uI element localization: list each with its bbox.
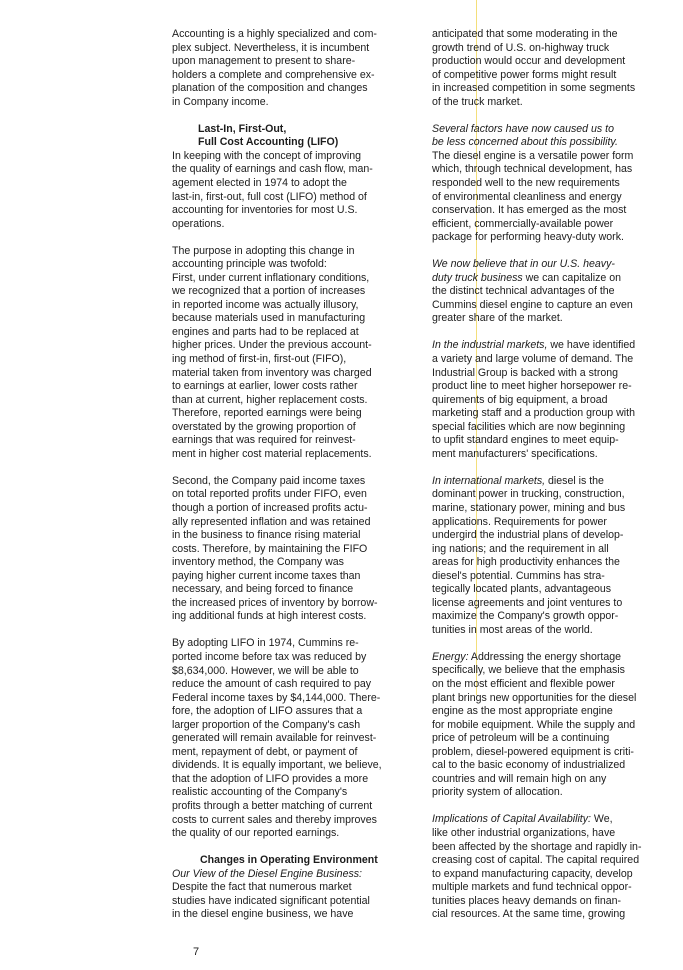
text-energy: Addressing the energy shortage specifically, we believe that the emphasis on the most efficient and flexible power plant brings new opportunities for the diesel engine as the most appropriate engine for mobile equipment. While the supply and price of petroleum will be a continuing problem, diesel-powered equipment is criti- cal to the basic economy of industrialized countries and will remain high on any priority system of allocation. — [432, 650, 637, 799]
text-capital-availability: We, like other industrial organizations, have been affected by the shortage and rapidly in- creasing cost of capital. The capital required to expand manufacturing capacity, develop multiple markets and fund technical oppor- tunities places heavy demands on finan- cial resources. At the same time, growing — [432, 813, 642, 921]
text-diesel-versatility: The diesel engine is a versatile power form which, through technical development, has responded well to the new requirements of environmental cleanliness and energy conservation. It has emerged as the most efficient, commercially-available power package for performing heavy-duty work. — [432, 149, 634, 244]
paragraph-industrial-markets — [432, 339, 665, 461]
italic-lead-international: In international markets, — [432, 474, 546, 487]
text-truck-business: we can capitalize on the distinct technical advantages of the Cummins diesel engine to capture an even greater share of the market. — [432, 271, 633, 325]
paragraph-diesel-versatility — [432, 123, 665, 245]
paragraph-international-markets — [432, 475, 665, 638]
italic-lead-industrial: In the industrial markets, — [432, 339, 548, 352]
italic-lead-capital: Implications of Capital Availability: — [432, 813, 591, 826]
subheading-diesel-view: Our View of the Diesel Engine Business: — [172, 867, 363, 880]
heading-lifo: Last-In, First-Out, Full Cost Accounting (LIFO) — [198, 122, 339, 149]
paragraph-accounting-intro: Accounting is a highly specialized and com- plex subject. Nevertheless, it is incumbent upon management to present to share- holders a complete and comprehensive ex- planation of the composition and changes in Company income. — [172, 28, 377, 108]
operating-environment-section — [172, 854, 404, 922]
right-column — [432, 28, 665, 935]
paragraph-truck-business — [432, 258, 665, 326]
italic-lead-truck: We now believe that in our U.S. heavy- duty truck business — [432, 258, 615, 284]
heading-operating-environment: Changes in Operating Environment — [200, 854, 378, 867]
page-number: 7 — [193, 946, 200, 958]
left-column — [172, 28, 404, 935]
paragraph-market-studies: Despite the fact that numerous market studies have indicated significant potential in the diesel engine business, we have — [172, 881, 370, 921]
italic-lead-factors: Several factors have now caused us to be less concerned about this possibility. — [432, 122, 618, 149]
paragraph-lifo-taxes: Second, the Company paid income taxes on total reported profits under FIFO, even though a portion of increased profits actu- ally represented inflation and was retained in the business to finance rising material costs. Therefore, by maintaining the FIFO inventory method, the Company was paying higher current income taxes than necessary, and being forced to finance the increased prices of inventory by borrow- ing additional funds at high interest costs. — [172, 474, 378, 623]
text-international-markets: diesel is the dominant power in trucking, construction, marine, stationary power, mining and bus applications. Requirements for power undergird the industrial plans of develop- ing nations; and the requirement in all areas for high productivity enhances the diesel's potential. Cummins has stra- tegically located plants, advantageous license agreements and joint ventures to maximize the Company's growth oppor- tunities in most areas of the world. — [432, 474, 626, 636]
paragraph-energy — [432, 651, 665, 800]
text-industrial-markets: we have identified a variety and large volume of demand. The Industrial Group is backed with a strong product line to meet higher horsepower re- quirements of big equipment, a broad marketing staff and a production group with special facilities which are now beginning to upfit standard engines to meet equip- ment manufacturers' specifications. — [432, 339, 636, 460]
paragraph-truck-trend: anticipated that some moderating in the growth trend of U.S. on-highway truck production would occur and development of competitive power forms might result in increased competition in some segments of the truck market. — [432, 28, 636, 108]
paragraph-lifo-effect: By adopting LIFO in 1974, Cummins re- ported income before tax was reduced by $8,634,000. However, we will be able to reduce the amount of cash required to pay Federal income taxes by $4,144,000. There- fore, the adoption of LIFO assures that a larger proportion of the Company's cash generated will remain available for reinvest- ment, repayment of debt, or payment of dividends. It is equally important, we believe, that the adoption of LIFO provides a more realistic accounting of the Company's profits through a better matching of current costs to current sales and thereby improves the quality of our reported earnings. — [172, 637, 382, 840]
paragraph-lifo-adoption: In keeping with the concept of improving the quality of earnings and cash flow, man- agement elected in 1974 to adopt the last-in, first-out, full cost (LIFO) method of accounting for inventories for most U.S. operations. — [172, 149, 373, 230]
paragraph-capital-availability — [432, 813, 665, 921]
italic-lead-energy: Energy: — [432, 650, 469, 663]
paragraph-lifo-purpose: The purpose in adopting this change in accounting principle was twofold: First, under current inflationary conditions, we recognized that a portion of increases in reported income was actually illusory, because materials used in manufacturing engines and parts had to be replaced at higher prices. Under the previous account- ing method of first-in, first-out (FIFO), material taken from inventory was charged to earnings at earlier, lower costs rather than at current, higher replacement costs. Therefore, reported earnings were being overstated by the growing proportion of earnings that was required for reinvest- ment in higher cost material replacements. — [172, 244, 372, 460]
